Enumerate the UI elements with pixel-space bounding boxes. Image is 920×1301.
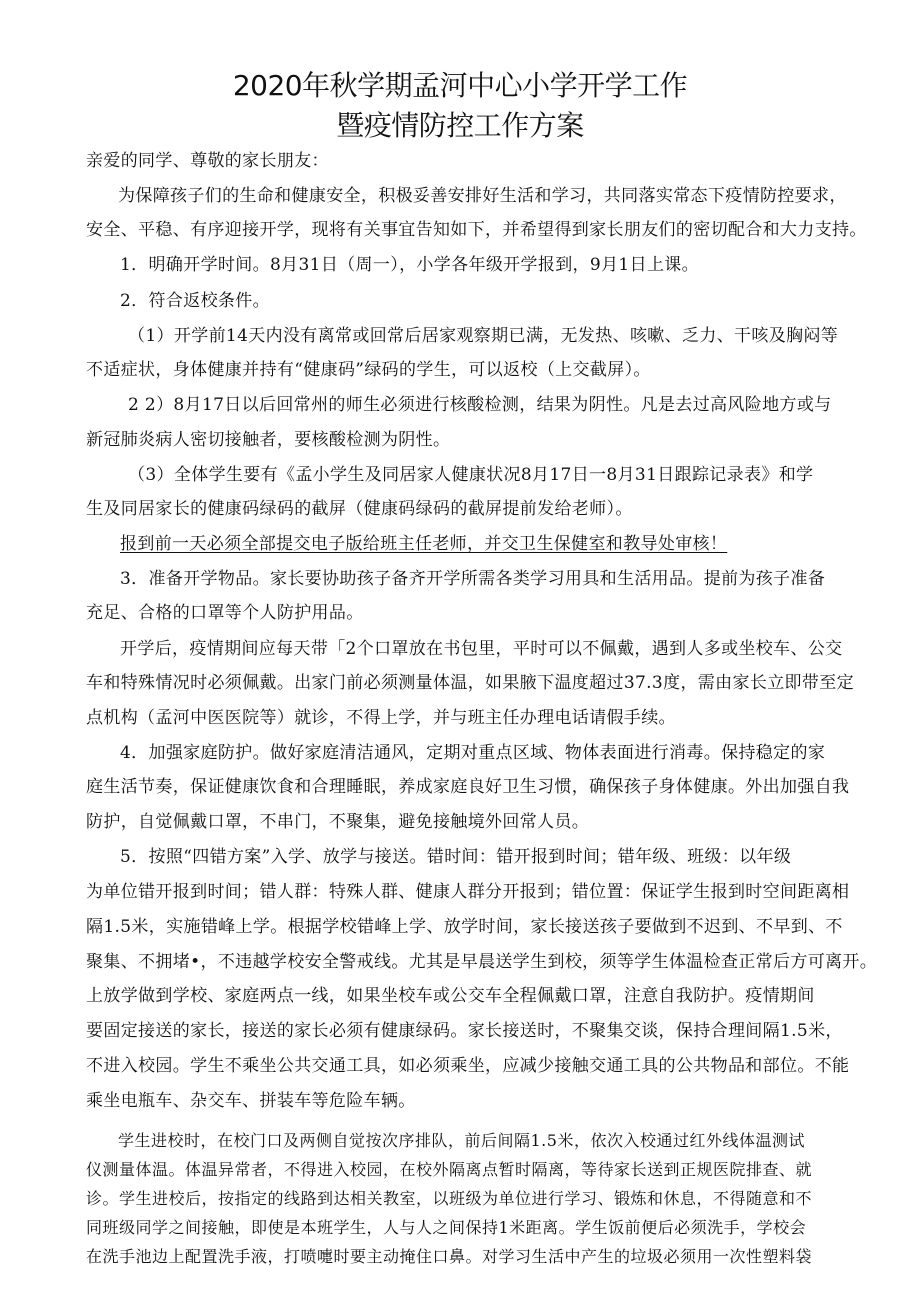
paragraph-line: 安全、平稳、有序迎接开学，现将有关事宜告知如下，并希望得到家长朋友们的密切配合和大力支持。	[86, 220, 867, 240]
section-5-line: 5．按照“四错方案”入学、放学与接送。错时间：错开报到时间；错年级、班级：以年级	[120, 847, 792, 867]
condition-2-line: 新冠肺炎病人密切接触者，要核酸检测为阴性。	[86, 430, 451, 450]
paragraph-line: 同班级同学之间接触，即使是本班学生，人与人之间保持1米距离。学生饭前便后必须洗手，学校会	[86, 1218, 807, 1237]
section-5-line: 聚集、不拥堵•，不违越学校安全警戒线。尤其是早晨送学生到校，须等学生体温检查正常后方可离开。	[86, 952, 878, 972]
paragraph-line: 车和特殊情况时必须佩戴。出家门前必须测量体温，如果腋下温度超过37.3度，需由家长立即带至定	[86, 673, 854, 693]
paragraph-line: 学生进校时，在校门口及两侧自觉按次序排队，前后间隔1.5米，依次入校通过红外线体温测试	[118, 1131, 805, 1150]
section-4-line: 防护，自觉佩戴口罩，不串门，不聚集，避免接触境外回常人员。	[86, 812, 590, 832]
section-5-line: 上放学做到学校、家庭两点一线，如果坐校车或公交车全程佩戴口罩，注意自我防护。疫情期间	[86, 986, 815, 1006]
condition-1-line: 不适症状，身体健康并持有“健康码”绿码的学生，可以返校（上交截屏）。	[86, 360, 651, 380]
condition-3-line: （3）全体学生要有《孟小学生及同居家人健康状况8月17日一8月31日跟踪记录表》和学	[128, 465, 814, 485]
document-title-line-2: 暨疫情防控工作方案	[336, 109, 584, 142]
paragraph-line: 仪测量体温。体温异常者，不得进入校园，在校外隔离点暂时隔离，等待家长送到正规医院排查、就	[86, 1160, 813, 1179]
paragraph-line: 点机构（孟河中医医院等）就诊，不得上学，并与班主任办理电话请假手续。	[86, 708, 676, 728]
condition-3-line: 生及同居家长的健康码绿码的截屏（健康码绿码的截屏提前发给老师）。	[86, 499, 633, 519]
paragraph-line: 开学后，疫情期间应每天带「2个口罩放在书包里，平时可以不佩戴，遇到人多或坐校车、公交	[120, 639, 843, 659]
paragraph-line: 诊。学生进校后，按指定的线路到达相关教室，以班级为单位进行学习、锻炼和休息，不得随意和不	[86, 1189, 813, 1208]
section-4-line: 4．加强家庭防护。做好家庭清洁通风，定期对重点区域、物体表面进行消毒。保持稳定的家	[120, 743, 826, 763]
section-3-line: 3．准备开学物品。家长要协助孩子备齐开学所需各类学习用具和生活用品。提前为孩子准备	[120, 569, 826, 589]
section-5-line: 乘坐电瓶车、杂交车、拼装车等危险车辆。	[86, 1091, 416, 1111]
section-4-line: 庭生活节奏，保证健康饮食和合理睡眠，养成家庭良好卫生习惯，确保孩子身体健康。外出加强自我	[86, 777, 850, 797]
document-title-line-1: 2020年秋学期孟河中心小学开学工作	[232, 69, 688, 102]
salutation: 亲爱的同学、尊敬的家长朋友：	[86, 151, 329, 171]
section-3-line: 充足、合格的口罩等个人防护用品。	[86, 603, 364, 623]
section-5-line: 隔1.5米，实施错峰上学。根据学校错峰上学、放学时间，家长接送孩子要做到不迟到、不早到、不	[86, 917, 843, 937]
section-5-line: 为单位错开报到时间；错人群：特殊人群、健康人群分开报到；错位置：保证学生报到时空间距离相	[86, 882, 850, 902]
section-5-line: 要固定接送的家长，接送的家长必须有健康绿码。家长接送时，不聚集交谈，保持合理间隔1.5米，	[86, 1021, 843, 1041]
condition-2-line: 2 2）8月17日以后回常州的师生必须进行核酸检测，结果为阴性。凡是去过高风险地方或与	[128, 395, 832, 415]
section-1-line: 1．明确开学时间。8月31日（周一），小学各年级开学报到，9月1日上课。	[120, 255, 699, 275]
section-2-heading: 2．符合返校条件。	[120, 291, 270, 311]
underlined-notice: 报到前一天必须全部提交电子版给班主任老师，并交卫生保健室和教导处审核！	[120, 534, 728, 554]
condition-1-line: （1）开学前14天内没有离常或回常后居家观察期已满，无发热、咳嗽、乏力、干咳及胸闷等	[128, 326, 839, 346]
paragraph-line: 在洗手池边上配置洗手液，打喷嚏时要主动掩住口鼻。对学习生活中产生的垃圾必须用一次性塑料袋	[86, 1247, 813, 1266]
section-5-line: 不进入校园。学生不乘坐公共交通工具，如必须乘坐，应减少接触交通工具的公共物品和部位。不能	[86, 1056, 850, 1076]
paragraph-line: 为保障孩子们的生命和健康安全，积极妥善安排好生活和学习，共同落实常态下疫情防控要求，	[118, 186, 847, 206]
